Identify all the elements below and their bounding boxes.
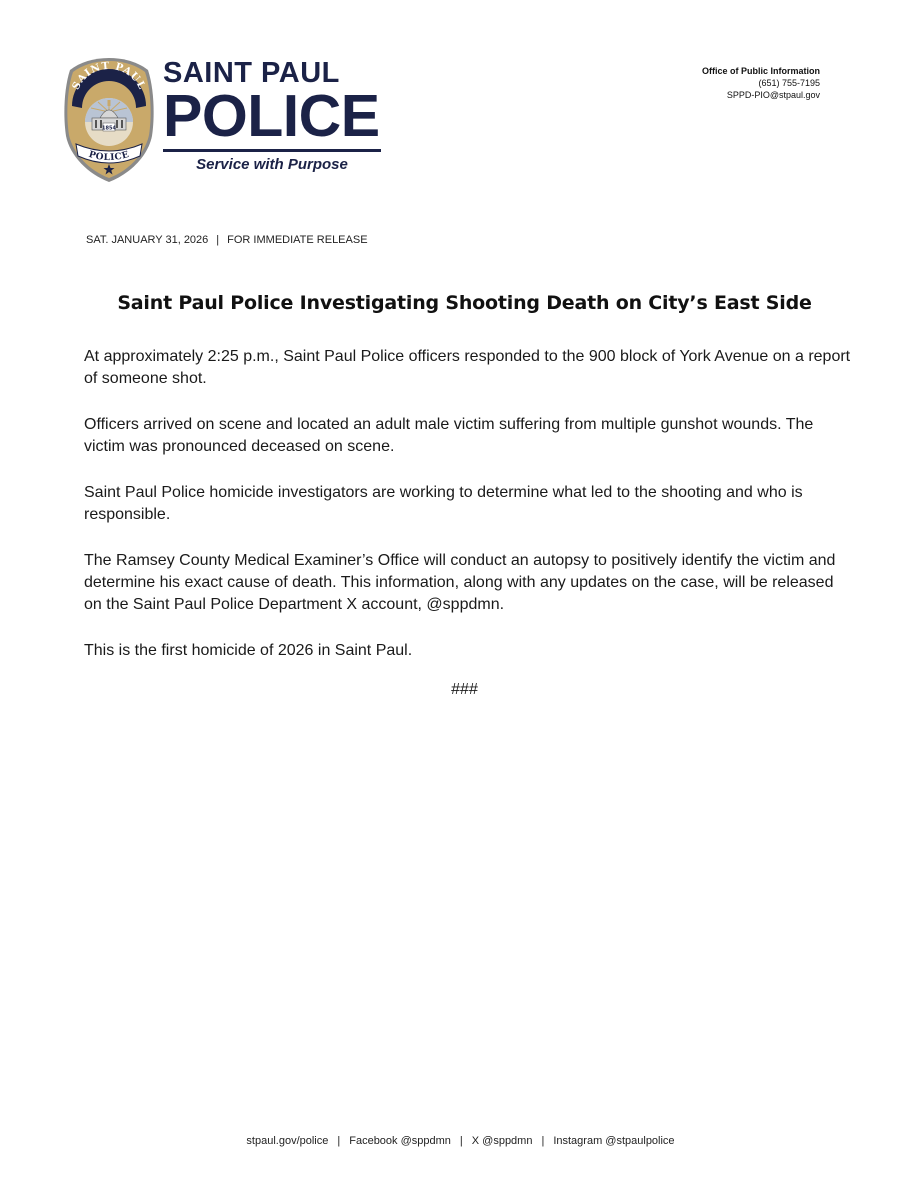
svg-text:POLICE: POLICE [87, 149, 131, 164]
dateline [86, 234, 368, 246]
release-date: SAT. JANUARY 31, 2026 [86, 234, 209, 246]
brand-city-name: SAINT PAUL [163, 57, 340, 89]
body-paragraph: This is the first homicide of 2026 in Saint Paul. [84, 642, 413, 659]
brand-wordmark [163, 58, 385, 173]
footer-instagram-link[interactable]: Instagram @stpaulpolice [553, 1135, 675, 1147]
brand-divider [163, 149, 381, 152]
footer-x-link[interactable]: X @sppdmn [471, 1135, 533, 1147]
press-release-headline: Saint Paul Police Investigating Shooting Death on City’s East Side [117, 292, 812, 314]
footer-separator: | [337, 1135, 341, 1147]
footer-separator: | [541, 1135, 545, 1147]
police-badge-logo [62, 56, 156, 184]
brand-agency-name: POLICE [163, 83, 380, 149]
contact-block [702, 65, 820, 101]
contact-email[interactable]: SPPD-PIO@stpaul.gov [726, 90, 820, 100]
end-of-release-mark: ### [451, 681, 478, 698]
footer-facebook-link[interactable]: Facebook @sppdmn [349, 1135, 451, 1147]
contact-phone: (651) 755-7195 [758, 78, 820, 88]
brand-tagline: Service with Purpose [196, 156, 348, 173]
release-status: FOR IMMEDIATE RELEASE [227, 234, 368, 246]
dateline-separator: | [216, 234, 220, 246]
svg-text:1854: 1854 [102, 125, 116, 132]
body-paragraph: At approximately 2:25 p.m., Saint Paul Police officers responded to the 900 block of York Avenue on a report of someone shot. [84, 348, 851, 387]
press-release-body [84, 346, 854, 686]
footer-separator: | [459, 1135, 463, 1147]
footer-website-link[interactable]: stpaul.gov/police [246, 1135, 329, 1147]
body-paragraph: Saint Paul Police homicide investigators are working to determine what led to the shooting and who is responsible. [84, 484, 803, 523]
svg-text:SAINT PAUL: SAINT PAUL [70, 60, 148, 92]
body-paragraph: The Ramsey County Medical Examiner’s Office will conduct an autopsy to positively identify the victim and determine his exact cause of death. This information, along with any updates on the case, will be released on the Saint Paul Police Department X account, @sppdmn. [84, 552, 836, 613]
footer-links [0, 1135, 921, 1147]
contact-office-title: Office of Public Information [701, 66, 820, 76]
body-paragraph: Officers arrived on scene and located an adult male victim suffering from multiple gunshot wounds. The victim was pronounced deceased on scene. [84, 416, 814, 455]
